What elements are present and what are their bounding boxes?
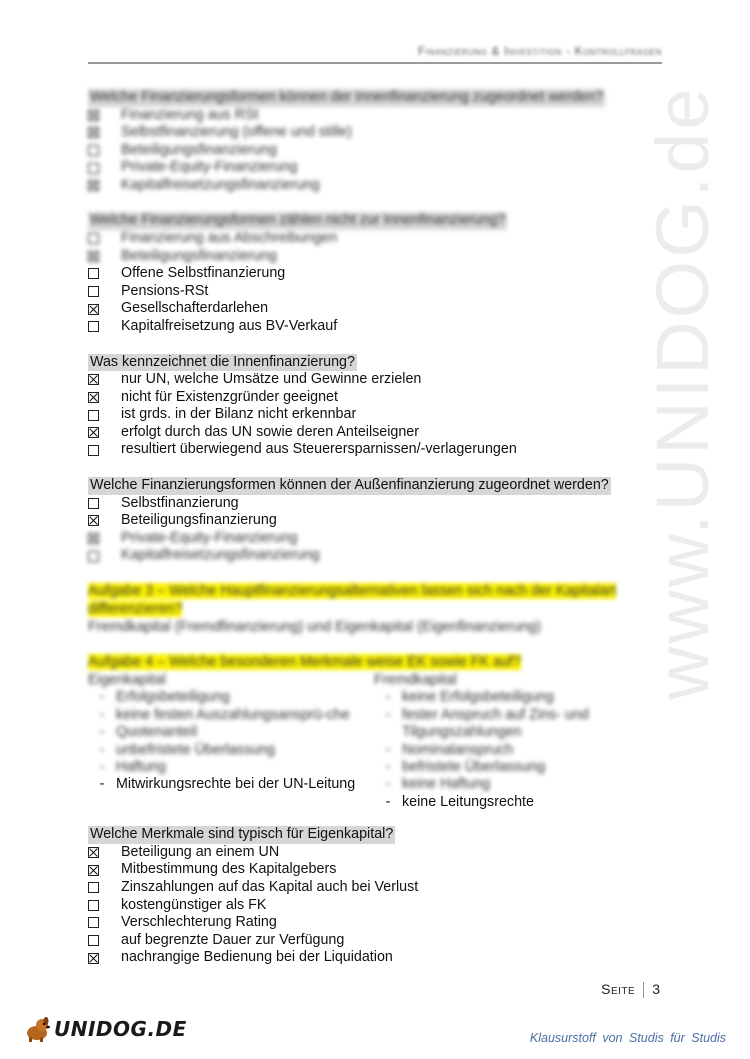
answer-option bbox=[88, 512, 660, 530]
answer-option-label: Kapitalfreisetzung aus BV-Verkauf bbox=[121, 317, 338, 334]
feature-text: Mitwirkungsrechte bei der UN-Leitung bbox=[116, 776, 356, 793]
page-label: Seite bbox=[601, 981, 636, 997]
question-3-text: Was kennzeichnet die Innenfinanzierung? bbox=[90, 353, 355, 370]
checked-box-icon bbox=[88, 847, 99, 858]
page-separator bbox=[643, 982, 644, 998]
answer-option-label: Beteiligungsfinanzierung bbox=[121, 141, 277, 158]
answer-option bbox=[88, 897, 660, 915]
feature-text: Haftung bbox=[116, 759, 167, 775]
answer-option bbox=[88, 159, 660, 177]
feature-text: befristete Überlassung bbox=[402, 759, 546, 775]
answer-option-label: Finanzierung aus RSt bbox=[121, 106, 259, 123]
equity-heading: Eigenkapital bbox=[88, 671, 166, 688]
checked-box-icon bbox=[88, 533, 99, 544]
answer-option-label: Private-Equity-Finanzierung bbox=[121, 159, 298, 176]
answer-option bbox=[88, 124, 660, 142]
feature-item bbox=[88, 776, 374, 793]
logo-text: UNIDOG.DE bbox=[54, 1017, 187, 1041]
dash-bullet: - bbox=[99, 776, 105, 793]
page-number-value: 3 bbox=[652, 981, 660, 997]
feature-item bbox=[374, 794, 660, 811]
task-3-title: Aufgabe 3 – Welche Hauptfinanzierungsalternativen lassen sich nach der Kapitalart differenzieren? bbox=[88, 582, 617, 618]
checked-box-icon bbox=[88, 180, 99, 191]
feature-text: keine Haftung bbox=[402, 776, 491, 793]
question-5-text: Welche Merkmale sind typisch für Eigenkapital? bbox=[90, 826, 394, 843]
question-5-options bbox=[88, 844, 660, 967]
question-4 bbox=[88, 476, 660, 565]
answer-option bbox=[88, 844, 660, 862]
dash-bullet: - bbox=[385, 776, 391, 793]
checked-box-icon bbox=[88, 304, 99, 315]
feature-text: keine Erfolgsbeteiligung bbox=[402, 689, 554, 706]
empty-box-icon bbox=[88, 498, 99, 509]
empty-box-icon bbox=[88, 935, 99, 946]
answer-option bbox=[88, 107, 660, 125]
checked-box-icon bbox=[88, 953, 99, 964]
question-2-text: Welche Finanzierungsformen zählen nicht zur Innenfinanzierung? bbox=[90, 212, 506, 229]
dash-bullet: - bbox=[385, 793, 391, 810]
answer-option bbox=[88, 495, 660, 513]
empty-box-icon bbox=[88, 321, 99, 332]
answer-option bbox=[88, 932, 660, 950]
answer-option bbox=[88, 547, 660, 565]
equity-items bbox=[88, 689, 374, 793]
dash-bullet: - bbox=[99, 759, 105, 775]
answer-option bbox=[88, 230, 660, 248]
feature-text: keine Leitungsrechte bbox=[402, 793, 534, 810]
empty-box-icon bbox=[88, 551, 99, 562]
answer-option bbox=[88, 318, 660, 336]
answer-option-label: Selbstfinanzierung bbox=[121, 494, 239, 511]
equity-column bbox=[88, 672, 374, 811]
feature-text: unbefristete Überlassung bbox=[116, 741, 275, 758]
checked-box-icon bbox=[88, 392, 99, 403]
checked-box-icon bbox=[88, 374, 99, 385]
checked-box-icon bbox=[88, 515, 99, 526]
dash-bullet: - bbox=[99, 741, 105, 758]
answer-option-label: nur UN, welche Umsätze und Gewinne erzielen bbox=[121, 371, 422, 388]
feature-item bbox=[88, 759, 374, 776]
feature-item bbox=[88, 707, 374, 724]
answer-option bbox=[88, 177, 660, 195]
answer-option-label: Finanzierung aus Abschreibungen bbox=[121, 229, 338, 246]
task-4 bbox=[88, 653, 660, 811]
answer-option bbox=[88, 861, 660, 879]
answer-option-label: resultiert überwiegend aus Steuerersparnissen/-verlagerungen bbox=[121, 441, 517, 458]
dash-bullet: - bbox=[385, 689, 391, 706]
question-1-text: Welche Finanzierungsformen können der Innenfinanzierung zugeordnet werden? bbox=[90, 89, 604, 105]
task-3-answer: Fremdkapital (Fremdfinanzierung) und Eigenkapital (Eigenfinanzierung) bbox=[88, 618, 541, 635]
task-3 bbox=[88, 582, 660, 637]
empty-box-icon bbox=[88, 233, 99, 244]
answer-option-label: ist grds. in der Bilanz nicht erkennbar bbox=[121, 406, 357, 423]
empty-box-icon bbox=[88, 882, 99, 893]
feature-text: keine festen Auszahlungsansprü-che bbox=[116, 706, 350, 723]
feature-item bbox=[374, 707, 660, 742]
feature-item bbox=[374, 689, 660, 706]
feature-item bbox=[88, 742, 374, 759]
empty-box-icon bbox=[88, 410, 99, 421]
answer-option-label: Beteiligungsfinanzierung bbox=[121, 247, 277, 264]
feature-text: Erfolgsbeteiligung bbox=[116, 689, 230, 706]
answer-option-label: auf begrenzte Dauer zur Verfügung bbox=[121, 931, 345, 948]
answer-option-label: Private-Equity-Finanzierung bbox=[121, 529, 298, 546]
page-number bbox=[601, 981, 660, 998]
empty-box-icon bbox=[88, 286, 99, 297]
page-header: Finanzierung & Investition - Kontrollfragen bbox=[417, 44, 662, 58]
feature-text: fester Anspruch auf Zins- und Tilgungszahlungen bbox=[402, 706, 589, 741]
unidog-logo bbox=[22, 1016, 187, 1042]
answer-option bbox=[88, 142, 660, 160]
checked-box-icon bbox=[88, 865, 99, 876]
watermark: www.UNIDOG.de bbox=[641, 85, 724, 700]
feature-item bbox=[88, 724, 374, 741]
answer-option bbox=[88, 283, 660, 301]
feature-text: Quotenanteil bbox=[116, 724, 198, 741]
answer-option bbox=[88, 949, 660, 967]
checked-box-icon bbox=[88, 427, 99, 438]
task-4-columns bbox=[88, 672, 660, 811]
answer-option bbox=[88, 265, 660, 283]
question-4-text: Welche Finanzierungsformen können der Außenfinanzierung zugeordnet werden? bbox=[90, 477, 609, 493]
question-3 bbox=[88, 353, 660, 459]
answer-option bbox=[88, 914, 660, 932]
debt-items bbox=[374, 689, 660, 811]
checked-box-icon bbox=[88, 110, 99, 121]
feature-item bbox=[374, 759, 660, 776]
question-list bbox=[88, 88, 660, 565]
question-2 bbox=[88, 211, 660, 335]
debt-column bbox=[374, 672, 660, 811]
question-1 bbox=[88, 88, 660, 194]
task-4-title: Aufgabe 4 – Welche besonderen Merkmale weise EK sowie FK auf? bbox=[88, 654, 521, 671]
dash-bullet: - bbox=[99, 706, 105, 723]
empty-box-icon bbox=[88, 917, 99, 928]
answer-option-label: Beteiligung an einem UN bbox=[121, 843, 280, 860]
dash-bullet: - bbox=[99, 689, 105, 706]
feature-item bbox=[88, 689, 374, 706]
answer-option-label: kostengünstiger als FK bbox=[121, 896, 267, 913]
checked-box-icon bbox=[88, 251, 99, 262]
answer-option-label: Kapitalfreisetzungsfinanzierung bbox=[121, 547, 320, 564]
feature-item bbox=[374, 742, 660, 759]
empty-box-icon bbox=[88, 145, 99, 156]
empty-box-icon bbox=[88, 900, 99, 911]
answer-option-label: nicht für Existenzgründer geeignet bbox=[121, 388, 338, 405]
answer-option bbox=[88, 248, 660, 266]
empty-box-icon bbox=[88, 163, 99, 174]
answer-option-label: Beteiligungsfinanzierung bbox=[121, 512, 277, 529]
debt-heading: Fremdkapital bbox=[374, 671, 457, 688]
dash-bullet: - bbox=[385, 759, 391, 775]
content bbox=[88, 88, 660, 984]
question-5 bbox=[88, 825, 660, 967]
answer-option-label: Kapitalfreisetzungsfinanzierung bbox=[121, 176, 320, 193]
answer-option bbox=[88, 300, 660, 318]
answer-option-label: Gesellschafterdarlehen bbox=[121, 300, 269, 317]
answer-option bbox=[88, 371, 660, 389]
empty-box-icon bbox=[88, 445, 99, 456]
header-rule bbox=[88, 62, 662, 64]
answer-option bbox=[88, 406, 660, 424]
tagline: Klausurstoff von Studis für Studis bbox=[529, 1031, 726, 1045]
answer-option-label: Selbstfinanzierung (offene und stille) bbox=[121, 124, 353, 141]
dash-bullet: - bbox=[99, 724, 105, 741]
answer-option-label: erfolgt durch das UN sowie deren Anteilseigner bbox=[121, 423, 420, 440]
feature-item bbox=[374, 776, 660, 793]
dash-bullet: - bbox=[385, 706, 391, 723]
answer-option bbox=[88, 441, 660, 459]
answer-option bbox=[88, 424, 660, 442]
answer-option-label: Verschlechterung Rating bbox=[121, 914, 277, 931]
feature-text: Nominalanspruch bbox=[402, 741, 514, 758]
answer-option-label: Mitbestimmung des Kapitalgebers bbox=[121, 861, 337, 878]
checked-box-icon bbox=[88, 127, 99, 138]
answer-option-label: Pensions-RSt bbox=[121, 282, 209, 299]
answer-option bbox=[88, 879, 660, 897]
answer-option-label: Zinszahlungen auf das Kapital auch bei Verlust bbox=[121, 878, 419, 895]
empty-box-icon bbox=[88, 268, 99, 279]
answer-option-label: nachrangige Bedienung bei der Liquidation bbox=[121, 949, 393, 966]
answer-option-label: Offene Selbstfinanzierung bbox=[121, 265, 286, 282]
dash-bullet: - bbox=[385, 741, 391, 758]
answer-option bbox=[88, 530, 660, 548]
answer-option bbox=[88, 389, 660, 407]
dog-icon bbox=[22, 1016, 52, 1042]
